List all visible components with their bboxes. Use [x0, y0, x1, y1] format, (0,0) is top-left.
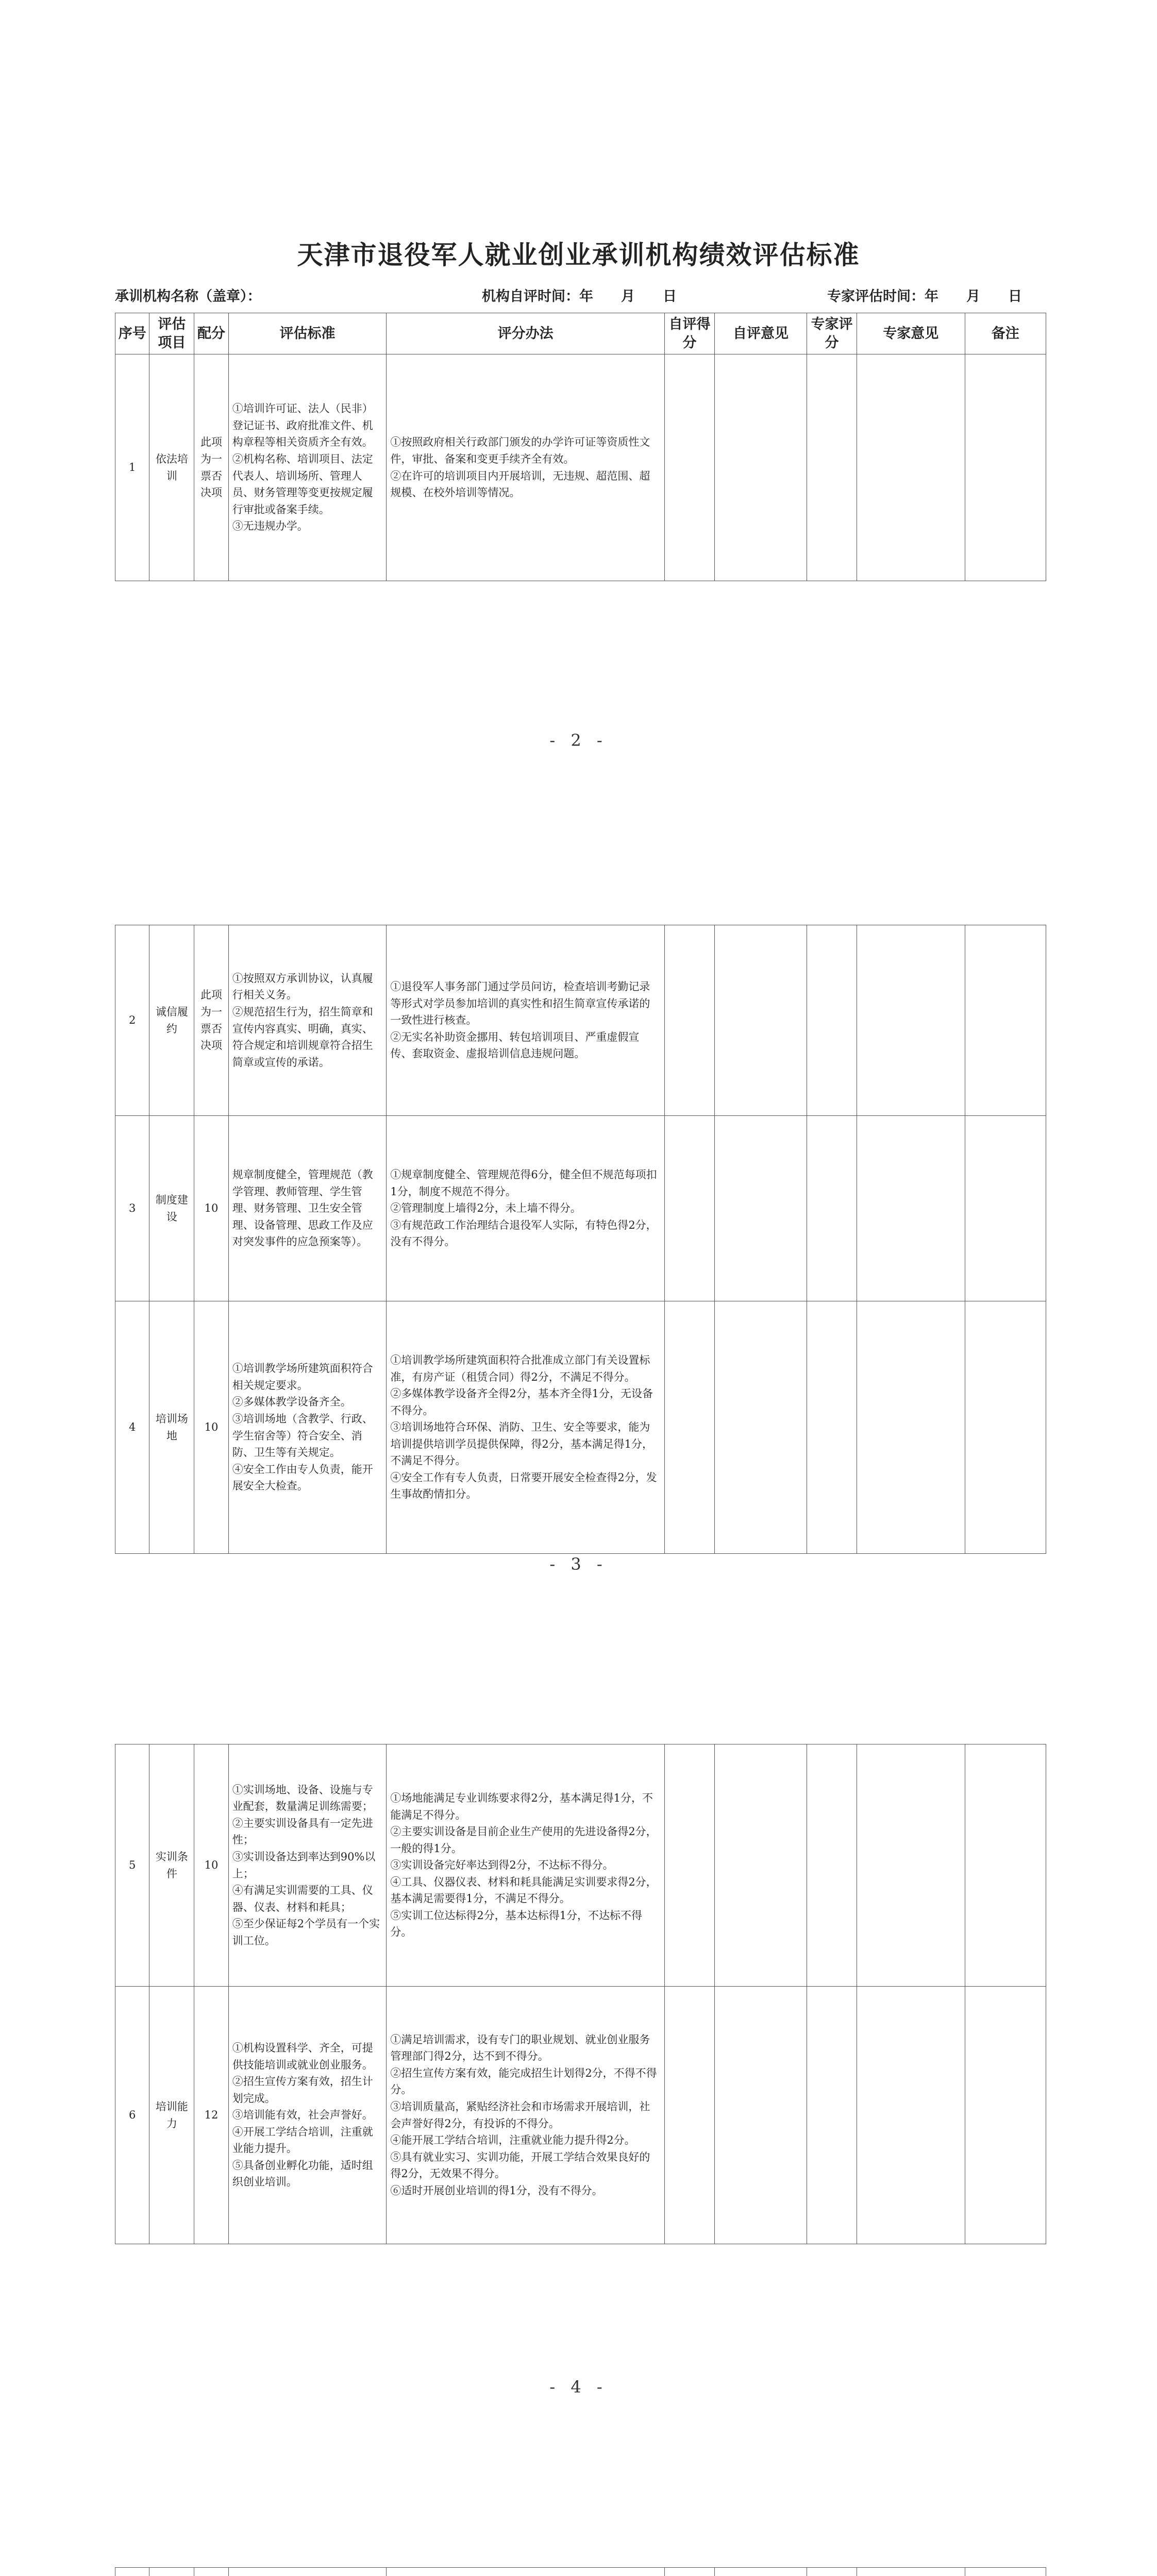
- standard-clause: ④开展工学结合培训，注重就业能力提升。: [232, 2125, 373, 2155]
- assessment-table-part-2: [115, 925, 1046, 1554]
- header-no: 序号: [115, 313, 149, 354]
- standard-clause: ⑤至少保证每2个学员有一个实训工位。: [232, 1918, 380, 1947]
- assessment-standard: [228, 1744, 387, 1987]
- self-opinion-cell[interactable]: [715, 1744, 807, 1987]
- self-score-cell[interactable]: [664, 1116, 714, 1301]
- method-clause: ④安全工作有专人负责，日常要开展安全检查得2分，发生事故酌情扣分。: [390, 1471, 657, 1501]
- table-header-row: [115, 313, 1046, 354]
- remarks-cell[interactable]: [965, 1987, 1046, 2244]
- expert-opinion-cell[interactable]: [857, 925, 965, 1116]
- self-score-cell[interactable]: [664, 925, 714, 1116]
- score-allocation: 此项为一票否决项: [194, 354, 228, 581]
- expert-opinion-cell[interactable]: [857, 2568, 965, 2576]
- standard-clause: 规章制度健全，管理规范（教学管理、教师管理、学生管理、财务管理、卫生安全管理、设备管理、思政工作及应对突发事件的应急预案等）。: [232, 1168, 373, 1248]
- expert-time-label: 专家评估时间：: [827, 289, 925, 304]
- assessment-item: 诚信履约: [149, 925, 194, 1116]
- header-score: 配分: [194, 313, 228, 354]
- expert-assessment-time: [827, 285, 1022, 305]
- expert-score-cell[interactable]: [807, 1116, 857, 1301]
- remarks-cell[interactable]: [965, 925, 1046, 1116]
- method-clause: ②主要实训设备是目前企业生产使用的先进设备得2分，一般的得1分。: [390, 1825, 657, 1855]
- method-clause: ③实训设备完好率达到得2分，不达标不得分。: [390, 1859, 614, 1872]
- method-clause: ⑤具有就业实习、实训功能，开展工学结合效果良好的得2分，无效果不得分。: [390, 2150, 650, 2180]
- remarks-cell[interactable]: [965, 1744, 1046, 1987]
- standard-clause: ②招生宣传方案有效，招生计划完成。: [232, 2075, 373, 2105]
- standard-clause: ②主要实训设备具有一定先进性；: [232, 1817, 373, 1846]
- scoring-method: [387, 925, 665, 1116]
- table-row: [115, 1744, 1046, 1987]
- self-opinion-cell[interactable]: [715, 1301, 807, 1554]
- method-clause: ①规章制度健全、管理规范得6分，健全但不规范每项扣1分，制度不规范不得分。: [390, 1168, 657, 1198]
- standard-clause: ②机构名称、培训项目、法定代表人、培训场所、管理人员、财务管理等变更按规定履行审批或备案手续。: [232, 452, 373, 516]
- assessment-item: [149, 2568, 194, 2576]
- remarks-cell[interactable]: [965, 354, 1046, 581]
- scoring-method: [387, 1744, 665, 1987]
- standard-clause: ①按照双方承训协议，认真履行相关义务。: [232, 972, 373, 1002]
- assessment-standard: [228, 1116, 387, 1301]
- self-opinion-cell[interactable]: [715, 925, 807, 1116]
- method-clause: ②管理制度上墙得2分，未上墙不得分。: [390, 1202, 581, 1215]
- assessment-item: 培训场地: [149, 1301, 194, 1554]
- self-score-cell[interactable]: [664, 1744, 714, 1987]
- standard-clause: ④有满足实训需要的工具、仪器、仪表、材料和耗具；: [232, 1884, 373, 1913]
- method-clause: ⑤实训工位达标得2分，基本达标得1分，不达标不得分。: [390, 1909, 643, 1939]
- expert-score-cell[interactable]: [807, 925, 857, 1116]
- page-number: - 3 -: [549, 1554, 608, 1574]
- method-clause: ⑥适时开展创业培训的得1分，没有不得分。: [390, 2184, 603, 2197]
- row-number: 4: [115, 1301, 149, 1554]
- self-score-cell[interactable]: [664, 2568, 714, 2576]
- standard-clause: ②规范招生行为，招生简章和宣传内容真实、明确，真实、符合规定和培训规章符合招生简章或宣传的承诺。: [232, 1005, 373, 1069]
- standard-clause: ④安全工作由专人负责，能开展安全大检查。: [232, 1463, 373, 1493]
- score-allocation: 10: [194, 1744, 228, 1987]
- self-opinion-cell[interactable]: [715, 1987, 807, 2244]
- standard-clause: ②多媒体教学设备齐全。: [232, 1396, 351, 1409]
- header-standard: 评估标准: [228, 313, 387, 354]
- header-remarks: 备注: [965, 313, 1046, 354]
- header-self-opinion: 自评意见: [715, 313, 807, 354]
- standard-clause: ⑤具备创业孵化功能，适时组织创业培训。: [232, 2159, 373, 2189]
- self-assessment-time: [482, 285, 677, 305]
- scoring-method: [387, 1301, 665, 1554]
- self-opinion-cell[interactable]: [715, 1116, 807, 1301]
- table-row: [115, 2568, 1046, 2576]
- row-number: 6: [115, 1987, 149, 2244]
- remarks-cell[interactable]: [965, 1116, 1046, 1301]
- header-expert-score: 专家评分: [807, 313, 857, 354]
- method-clause: ①培训教学场所建筑面积符合批准成立部门有关设置标准，有房产证（租赁合同）得2分，不满足不得分。: [390, 1354, 650, 1383]
- page-number: - 2 -: [549, 731, 608, 750]
- assessment-table-part-4: [115, 2567, 1046, 2576]
- method-clause: ③培训场地符合环保、消防、卫生、安全等要求，能为培训提供培训学员提供保障，得2分，基本满足得1分，不满足不得分。: [390, 1421, 653, 1467]
- standard-clause: ①实训场地、设备、设施与专业配套，数量满足训练需要；: [232, 1783, 373, 1813]
- table-row: [115, 354, 1046, 581]
- row-number: 5: [115, 1744, 149, 1987]
- expert-opinion-cell[interactable]: [857, 1987, 965, 2244]
- score-allocation: 10: [194, 1116, 228, 1301]
- self-time-value: 年 月 日: [579, 289, 677, 304]
- scoring-method: [387, 354, 665, 581]
- assessment-standard: [228, 354, 387, 581]
- method-clause: ④能开展工学结合培训，注重就业能力提升得2分。: [390, 2134, 635, 2147]
- assessment-item: 依法培训: [149, 354, 194, 581]
- method-clause: ②多媒体教学设备齐全得2分，基本齐全得1分，无设备不得分。: [390, 1387, 653, 1417]
- expert-opinion-cell[interactable]: [857, 354, 965, 581]
- method-clause: ③培训质量高，紧贴经济社会和市场需求开展培训，社会声誉好得2分，有投诉的不得分。: [390, 2100, 650, 2130]
- standard-clause: ③实训设备达到率达到90%以上；: [232, 1850, 376, 1880]
- method-clause: ①退役军人事务部门通过学员问访，检查培训考勤记录等形式对学员参加培训的真实性和招生简章宣传承诺的一致性进行核查。: [390, 980, 650, 1027]
- org-name-label: 承训机构名称（盖章）：: [115, 289, 261, 304]
- score-allocation: 10: [194, 1301, 228, 1554]
- scoring-method: [387, 1116, 665, 1301]
- assessment-standard: [228, 2568, 387, 2576]
- method-clause: ④工具、仪器仪表、材料和耗具能满足实训要求得2分，基本满足需要得1分，不满足不得分。: [390, 1875, 657, 1905]
- expert-score-cell[interactable]: [807, 354, 857, 581]
- method-clause: ①满足培训需求，设有专门的职业规划、就业创业服务管理部门得2分，达不到不得分。: [390, 2033, 650, 2063]
- expert-time-value: 年 月 日: [925, 289, 1022, 304]
- assessment-standard: [228, 1301, 387, 1554]
- assessment-table-part-1: [115, 313, 1046, 581]
- expert-score-cell[interactable]: [807, 1744, 857, 1987]
- score-allocation: [194, 2568, 228, 2576]
- self-opinion-cell[interactable]: [715, 354, 807, 581]
- assessment-standard: [228, 925, 387, 1116]
- assessment-standard: [228, 1987, 387, 2244]
- standard-clause: ①培训教学场所建筑面积符合相关规定要求。: [232, 1362, 373, 1392]
- scoring-method: [387, 1987, 665, 2244]
- standard-clause: ①培训许可证、法人（民非）登记证书、政府批准文件、机构章程等相关资质齐全有效。: [232, 402, 373, 449]
- standard-clause: ①机构设置科学、齐全，可提供技能培训或就业创业服务。: [232, 2042, 373, 2071]
- method-clause: ③有规范政工作治理结合退役军人实际，有特色得2分，没有不得分。: [390, 1218, 657, 1248]
- row-number: 1: [115, 354, 149, 581]
- expert-opinion-cell[interactable]: [857, 1301, 965, 1554]
- page-number: - 4 -: [549, 2377, 608, 2397]
- method-clause: ②无实名补助资金挪用、转包培训项目、严重虚假宣传、套取资金、虚报培训信息违规问题。: [390, 1030, 640, 1060]
- score-allocation: 12: [194, 1987, 228, 2244]
- assessment-item: 制度建设: [149, 1116, 194, 1301]
- standard-clause: ③无违规办学。: [232, 520, 308, 533]
- expert-score-cell[interactable]: [807, 1987, 857, 2244]
- self-score-cell[interactable]: [664, 1987, 714, 2244]
- standard-clause: ③培训场地（含教学、行政、学生宿舍等）符合安全、消防、卫生等有关规定。: [232, 1412, 373, 1459]
- expert-score-cell[interactable]: [807, 2568, 857, 2576]
- table-row: [115, 925, 1046, 1116]
- remarks-cell[interactable]: [965, 2568, 1046, 2576]
- self-opinion-cell[interactable]: [715, 2568, 807, 2576]
- table-row: [115, 1301, 1046, 1554]
- assessment-table-part-3: [115, 1744, 1046, 2244]
- self-score-cell[interactable]: [664, 354, 714, 581]
- method-clause: ①场地能满足专业训练要求得2分，基本满足得1分，不能满足不得分。: [390, 1792, 653, 1821]
- assessment-item: 实训条件: [149, 1744, 194, 1987]
- row-number: [115, 2568, 149, 2576]
- method-clause: ②招生宣传方案有效，能完成招生计划得2分，不得不得分。: [390, 2066, 657, 2096]
- method-clause: ①按照政府相关行政部门颁发的办学许可证等资质性文件，审批、备案和变更手续齐全有效。: [390, 436, 650, 465]
- expert-opinion-cell[interactable]: [857, 1744, 965, 1987]
- header-method: 评分办法: [387, 313, 665, 354]
- remarks-cell[interactable]: [965, 1301, 1046, 1554]
- scoring-method: [387, 2568, 665, 2576]
- table-row: [115, 1116, 1046, 1301]
- expert-score-cell[interactable]: [807, 1301, 857, 1554]
- row-number: 2: [115, 925, 149, 1116]
- header-expert-opinion: 专家意见: [857, 313, 965, 354]
- method-clause: ②在许可的培训项目内开展培训，无违规、超范围、超规模、在校外培训等情况。: [390, 469, 650, 499]
- expert-opinion-cell[interactable]: [857, 1116, 965, 1301]
- header-self-score: 自评得分: [664, 313, 714, 354]
- standard-clause: ③培训能有效，社会声誉好。: [232, 2109, 373, 2122]
- header-item: 评估项目: [149, 313, 194, 354]
- table-row: [115, 1987, 1046, 2244]
- self-score-cell[interactable]: [664, 1301, 714, 1554]
- page-title: 天津市退役军人就业创业承训机构绩效评估标准: [297, 240, 860, 270]
- row-number: 3: [115, 1116, 149, 1301]
- assessment-item: 培训能力: [149, 1987, 194, 2244]
- self-time-label: 机构自评时间：: [482, 289, 579, 304]
- score-allocation: 此项为一票否决项: [194, 925, 228, 1116]
